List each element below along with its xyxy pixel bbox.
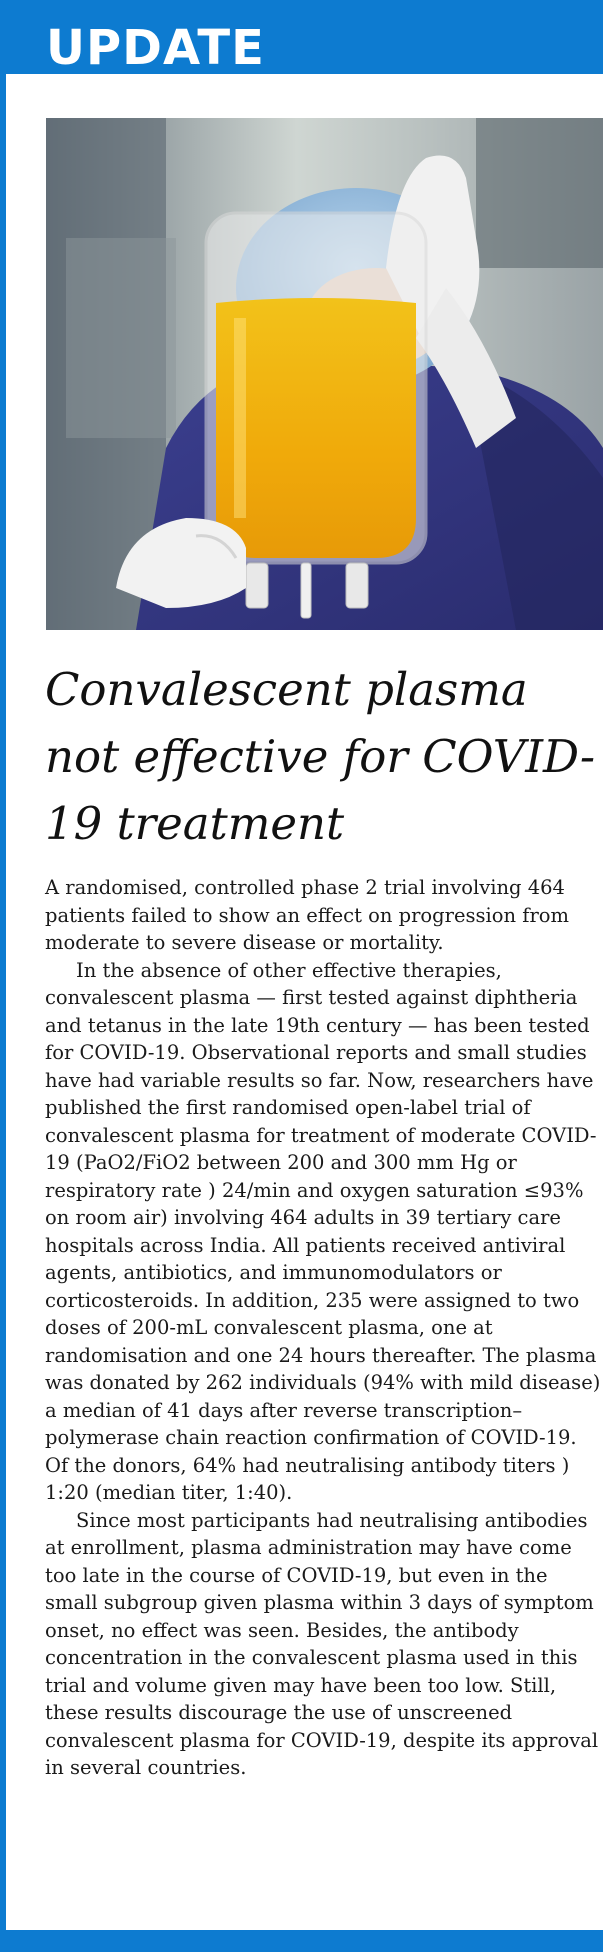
article-body [45, 874, 603, 1782]
article-paragraph: In the absence of other effective therapies, convalescent plasma — first tested against diphtheria and tetanus in the late 19th century — has been tested for COVID-19. Observational reports and small studies have had variable results so far. Now, researchers have published the first randomised open-label trial of convalescent plasma for treatment of moderate COVID-19 (PaO2/FiO2 between 200 and 300 mm Hg or respiratory rate ) 24/min and oxygen saturation ≤93% on room air) involving 464 adults in 39 tertiary care hospitals across India. All patients received antiviral agents, antibiotics, and immunomodulators or corticosteroids. In addition, 235 were assigned to two doses of 200-mL convalescent plasma, one at randomisation and one 24 hours thereafter. The plasma was donated by 262 individuals (94% with mild disease) a median of 41 days after reverse transcription–polymerase chain reaction confirmation of COVID-19. Of the donors, 64% had neutralising antibody titers ) 1:20 (median titer, 1:40). [45, 958, 601, 1504]
article-panel [6, 74, 603, 1930]
article-paragraph: A randomised, controlled phase 2 trial involving 464 patients failed to show an effect on progression from moderate to severe disease or mortality. [45, 876, 570, 954]
article-title: Convalescent plasma not effective for COVID-19 treatment [45, 663, 596, 850]
article-paragraph: Since most participants had neutralising antibodies at enrollment, plasma administration may have come too late in the course of COVID-19, but even in the small subgroup given plasma within 3 days of symptom onset, no effect was seen. Besides, the antibody concentration in the convalescent plasma used in this trial and volume given may have been too low. Still, these results discourage the use of unscreened convalescent plasma for COVID-19, despite its approval in several countries. [45, 1508, 599, 1779]
plasma-bag-photo [46, 118, 603, 630]
section-label: UPDATE [46, 20, 265, 72]
